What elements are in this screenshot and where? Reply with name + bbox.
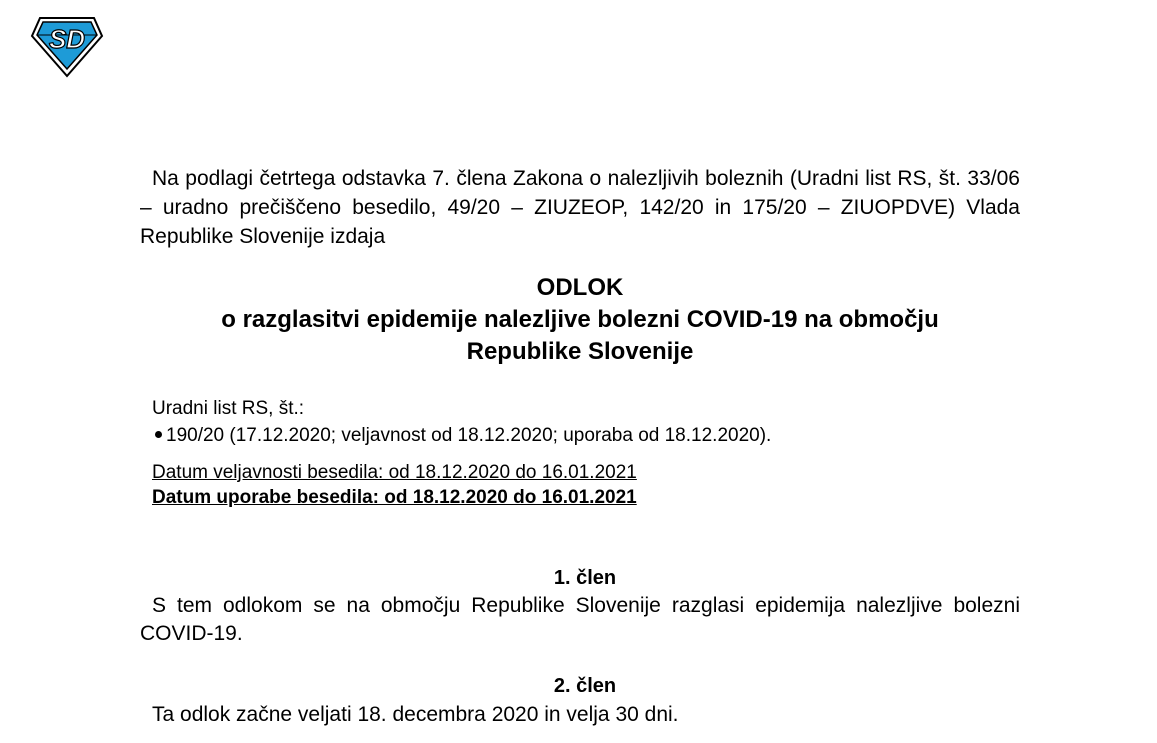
gazette-entry: [138, 422, 771, 449]
article-1-heading: 1. člen: [553, 567, 617, 589]
article-2-text: [140, 701, 1020, 729]
gazette-label: Uradni list RS, št.:: [152, 398, 305, 419]
article-1-text: [140, 592, 1020, 648]
gazette-entry-text: 190/20 (17.12.2020; veljavnost od 18.12.2020; uporaba od 18.12.2020).: [166, 425, 772, 446]
preamble-paragraph: [140, 164, 1020, 251]
bullet-icon: [155, 431, 162, 438]
title-line-1: ODLOK: [536, 274, 624, 301]
validity-dates: [152, 460, 637, 510]
svg-text:SD: SD: [48, 24, 86, 54]
title-line-2: o razglasitvi epidemije nalezljive bolezni COVID-19 na območju: [221, 306, 939, 333]
article-2-body: Ta odlok začne veljati 18. decembra 2020 in velja 30 dni.: [152, 703, 679, 726]
title-line-3: Republike Slovenije: [466, 338, 694, 365]
sd-diamond-logo-icon: [30, 14, 104, 78]
document-title: [140, 272, 1020, 368]
preamble-text: Na podlagi četrtega odstavka 7. člena Zakona o nalezljivih boleznih (Uradni list RS, št. 33/06 – uradno prečiščeno besedilo, 49/20 – ZIUZEOP, 142/20 in 175/20 – ZIUOPDVE) Vlada Republike Slovenije izdaja: [140, 167, 1020, 248]
article-1-body: S tem odlokom se na območju Republike Slovenije razglasi epidemija nalezljive bolezni COVID-19.: [140, 594, 1020, 645]
validity-date-text: Datum veljavnosti besedila: od 18.12.2020 do 16.01.2021: [152, 462, 637, 483]
article-2-heading: 2. člen: [553, 675, 617, 697]
application-date-text: Datum uporabe besedila: od 18.12.2020 do 16.01.2021: [152, 487, 637, 508]
